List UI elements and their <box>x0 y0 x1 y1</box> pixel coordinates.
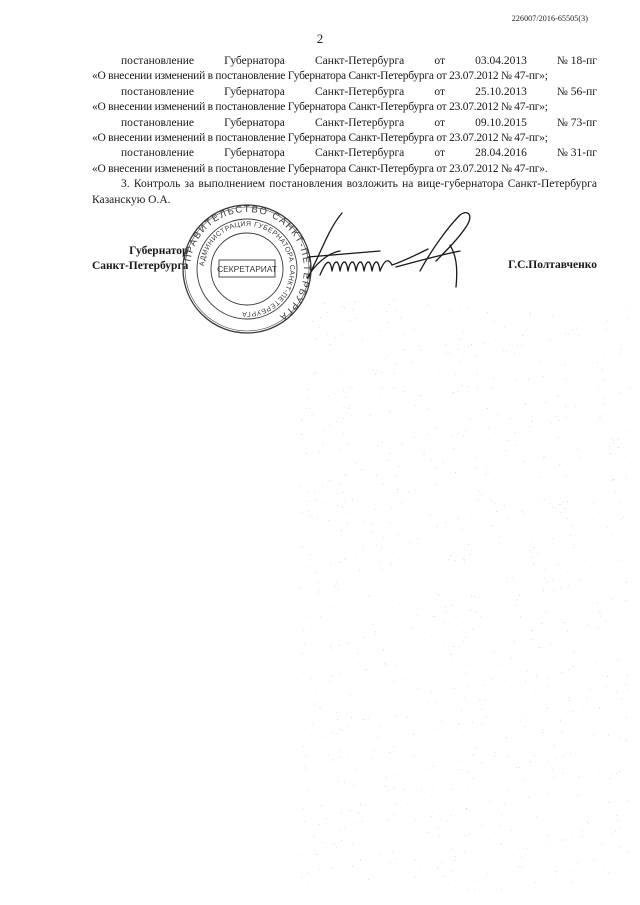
decree-date: 03.04.2013 <box>475 55 527 67</box>
signatory-name: Г.С.Полтавченко <box>508 259 597 271</box>
decree-region: Санкт-Петербурга <box>315 55 405 67</box>
decree-number: № 73-пг <box>556 116 597 129</box>
decree-from-word: от <box>434 116 445 129</box>
stamp-center-text: СЕКРЕТАРИАТ <box>217 264 277 274</box>
decree-date: 25.10.2013 <box>475 85 527 98</box>
decree-issuer: Губернатора <box>224 116 285 129</box>
control-paragraph: 3. Контроль за выполнением постановления возложить на вице-губернатора Санкт-Петербурга Казанскую О.А. <box>92 178 597 206</box>
decree-reference-line <box>92 54 597 69</box>
decree-type: постановление <box>121 147 195 160</box>
decree-subject: «О внесении изменений в постановление Губернатора Санкт-Петербурга от 23.07.2012 № 47-пг»; <box>92 132 548 145</box>
decree-issuer: Губернатора <box>224 147 285 160</box>
decree-date: 09.10.2015 <box>475 116 527 129</box>
decree-number: № 18-пг <box>556 55 597 67</box>
page-number: 2 <box>316 31 324 46</box>
signatory-position: Губернатор <box>129 245 189 257</box>
signatory-title <box>92 244 188 275</box>
decree-item <box>92 85 597 116</box>
decree-from-word: от <box>434 55 445 67</box>
official-seal-stamp <box>180 202 314 336</box>
decree-subject: «О внесении изменений в постановление Губернатора Санкт-Петербурга от 23.07.2012 № 47-пг»; <box>92 101 548 114</box>
decree-number: № 56-пг <box>556 85 597 98</box>
decree-number: № 31-пг <box>556 147 597 160</box>
stamp-outer-text: ПРАВИТЕЛЬСТВО САНКТ-ПЕТЕРБУРГА <box>182 203 313 324</box>
stamp-inner-text: АДМИНИСТРАЦИЯ ГУБЕРНАТОРА САНКТ-ПЕТЕРБУРГА <box>199 220 296 318</box>
decree-date: 28.04.2016 <box>475 147 527 160</box>
decree-reference-line <box>92 116 597 131</box>
decree-issuer: Губернатора <box>224 85 285 98</box>
decree-issuer: Губернатора <box>224 55 285 67</box>
decree-region: Санкт-Петербурга <box>315 116 405 129</box>
decree-type: постановление <box>121 85 195 98</box>
decree-region: Санкт-Петербурга <box>315 147 405 160</box>
handwritten-signature <box>300 205 490 300</box>
decree-subject: «О внесении изменений в постановление Губернатора Санкт-Петербурга от 23.07.2012 № 47-пг»; <box>92 70 548 83</box>
decree-item <box>92 54 597 85</box>
signatory-region: Санкт-Петербурга <box>92 260 189 273</box>
decree-item <box>92 146 597 177</box>
decree-reference-line <box>92 146 597 161</box>
decree-subject: «О внесении изменений в постановление Губернатора Санкт-Петербурга от 23.07.2012 № 47-пг». <box>92 162 548 175</box>
document-body <box>92 54 597 208</box>
decree-type: постановление <box>121 55 195 67</box>
document-registration-number: 226007/2016-65505(3) <box>511 14 588 23</box>
decree-from-word: от <box>434 147 445 160</box>
decree-reference-line <box>92 85 597 100</box>
decree-item <box>92 116 597 147</box>
decree-type: постановление <box>121 116 195 129</box>
decree-region: Санкт-Петербурга <box>315 85 405 98</box>
decree-from-word: от <box>434 85 445 98</box>
